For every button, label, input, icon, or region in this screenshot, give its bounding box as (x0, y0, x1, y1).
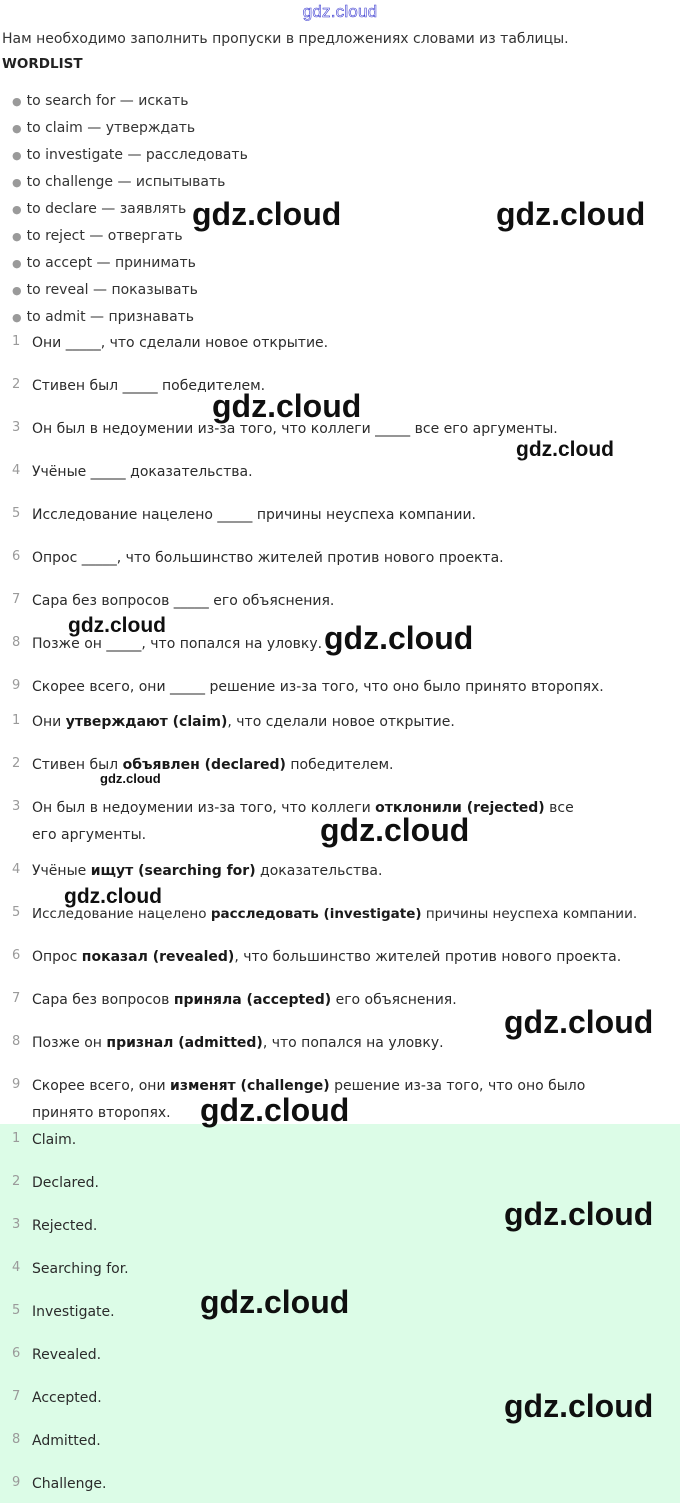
wordlist-item-text: to reveal — показывать (26, 282, 198, 298)
wordlist-item (12, 254, 248, 281)
answer-highlight: утверждают (claim) (65, 714, 228, 730)
item-text: Стивен был объявлен (declared) победителем. (32, 757, 394, 773)
watermark: gdz.cloud (516, 438, 614, 461)
item-number: 1 (12, 1131, 21, 1146)
task-intro: Нам необходимо заполнить пропуски в предложениях словами из таблицы. (2, 31, 569, 47)
answer-text: Investigate. (32, 1304, 115, 1320)
bullet-icon: ● (12, 149, 22, 162)
item-number: 9 (12, 1475, 21, 1490)
wordlist-item (12, 146, 248, 173)
answer-text: Searching for. (32, 1261, 129, 1277)
item-number: 2 (12, 756, 21, 771)
item-number: 1 (12, 334, 21, 349)
item-number: 2 (12, 377, 21, 392)
item-number: 6 (12, 948, 21, 963)
answer-highlight: ищут (searching for) (90, 863, 256, 879)
answer-text: Rejected. (32, 1218, 98, 1234)
wordlist-item (12, 119, 248, 146)
wordlist-item (12, 200, 248, 227)
bullet-icon: ● (12, 257, 22, 270)
item-text: Позже он _____, что попался на уловку. (32, 636, 323, 652)
item-number: 8 (12, 635, 21, 650)
item-text: Сара без вопросов приняла (accepted) его объяснения. (32, 992, 457, 1008)
item-number: 7 (12, 592, 21, 607)
bullet-icon: ● (12, 311, 22, 324)
wordlist-item-text: to admit — признавать (26, 309, 195, 325)
answer-text: Claim. (32, 1132, 77, 1148)
item-text: Позже он признал (admitted), что попался на уловку. (32, 1035, 444, 1051)
item-number: 7 (12, 1389, 21, 1404)
answer-text: Admitted. (32, 1433, 101, 1449)
wordlist-item (12, 281, 248, 308)
answer-highlight: показал (revealed) (81, 949, 235, 965)
watermark: gdz.cloud (324, 620, 474, 656)
item-text: Скорее всего, они _____ решение из-за того, что оно было принято второпях. (32, 679, 604, 695)
watermark: gdz.cloud (504, 1004, 654, 1040)
item-number: 9 (12, 678, 21, 693)
item-number: 4 (12, 463, 21, 478)
answer-highlight: признал (admitted) (106, 1035, 263, 1051)
wordlist-item-text: to declare — заявлять (26, 201, 187, 217)
answer-text: Challenge. (32, 1476, 107, 1492)
item-text: Исследование нацелено расследовать (investigate) причины неуспеха компании. (32, 906, 638, 922)
bullet-icon: ● (12, 230, 22, 243)
bullet-icon: ● (12, 122, 22, 135)
item-number: 5 (12, 905, 21, 920)
item-number: 9 (12, 1077, 21, 1092)
answer-highlight: расследовать (investigate) (210, 906, 422, 922)
answer-highlight: изменят (challenge) (170, 1078, 330, 1094)
item-text: Они утверждают (claim), что сделали новое открытие. (32, 714, 455, 730)
answer-highlight: отклонили (rejected) (375, 800, 545, 816)
watermark: gdz.cloud (212, 388, 362, 424)
item-text: Он был в недоумении из-за того, что коллеги _____ все его аргументы. (32, 421, 558, 437)
item-text: Скорее всего, они изменят (challenge) решение из-за того, что оно было принято второпях. (32, 1078, 586, 1121)
bullet-icon: ● (12, 176, 22, 189)
watermark: gdz.cloud (200, 1284, 350, 1320)
wordlist-item (12, 227, 248, 254)
site-logo[interactable]: gdz.cloud (302, 2, 378, 21)
bullet-icon: ● (12, 284, 22, 297)
item-number: 6 (12, 1346, 21, 1361)
wordlist-item-text: to challenge — испытывать (26, 174, 226, 190)
watermark: gdz.cloud (504, 1388, 654, 1424)
item-number: 5 (12, 506, 21, 521)
item-number: 3 (12, 420, 21, 435)
item-text: Учёные ищут (searching for) доказательства. (32, 863, 383, 879)
wordlist-item (12, 92, 248, 119)
answer-text: Revealed. (32, 1347, 102, 1363)
wordlist-item-text: to search for — искать (26, 93, 189, 109)
item-number: 3 (12, 799, 21, 814)
item-text: Опрос показал (revealed), что большинство жителей против нового проекта. (32, 949, 622, 965)
watermark: gdz.cloud (192, 196, 342, 232)
item-number: 8 (12, 1432, 21, 1447)
item-text: Опрос _____, что большинство жителей против нового проекта. (32, 550, 504, 566)
watermark: gdz.cloud (320, 812, 470, 848)
answer-text: Declared. (32, 1175, 99, 1191)
item-number: 7 (12, 991, 21, 1006)
watermark: gdz.cloud (68, 614, 166, 637)
watermark: gdz.cloud (200, 1092, 350, 1128)
wordlist-item (12, 173, 248, 200)
item-text: Стивен был _____ победителем. (32, 378, 266, 394)
watermark: gdz.cloud (64, 885, 162, 908)
bullet-icon: ● (12, 95, 22, 108)
item-number: 5 (12, 1303, 21, 1318)
watermark: gdz.cloud (504, 1196, 654, 1232)
wordlist-title: WORDLIST (2, 56, 83, 72)
answer-highlight: приняла (accepted) (173, 992, 332, 1008)
wordlist (12, 92, 248, 335)
item-number: 6 (12, 549, 21, 564)
wordlist-item-text: to accept — принимать (26, 255, 196, 271)
item-text: Он был в недоумении из-за того, что коллеги отклонили (rejected) все его аргументы. (32, 800, 574, 843)
item-number: 1 (12, 713, 21, 728)
item-number: 4 (12, 862, 21, 877)
answer-highlight: объявлен (declared) (122, 757, 286, 773)
item-text: Они _____, что сделали новое открытие. (32, 335, 329, 351)
item-text: Исследование нацелено _____ причины неуспеха компании. (32, 507, 476, 523)
item-number: 3 (12, 1217, 21, 1232)
bullet-icon: ● (12, 203, 22, 216)
wordlist-item-text: to reject — отвергать (26, 228, 183, 244)
answer-text: Accepted. (32, 1390, 102, 1406)
item-number: 2 (12, 1174, 21, 1189)
item-text: Учёные _____ доказательства. (32, 464, 253, 480)
item-number: 4 (12, 1260, 21, 1275)
watermark: gdz.cloud (100, 771, 161, 786)
wordlist-item-text: to investigate — расследовать (26, 147, 248, 163)
item-number: 8 (12, 1034, 21, 1049)
wordlist-item-text: to claim — утверждать (26, 120, 196, 136)
watermark: gdz.cloud (496, 196, 646, 232)
item-text: Сара без вопросов _____ его объяснения. (32, 593, 335, 609)
